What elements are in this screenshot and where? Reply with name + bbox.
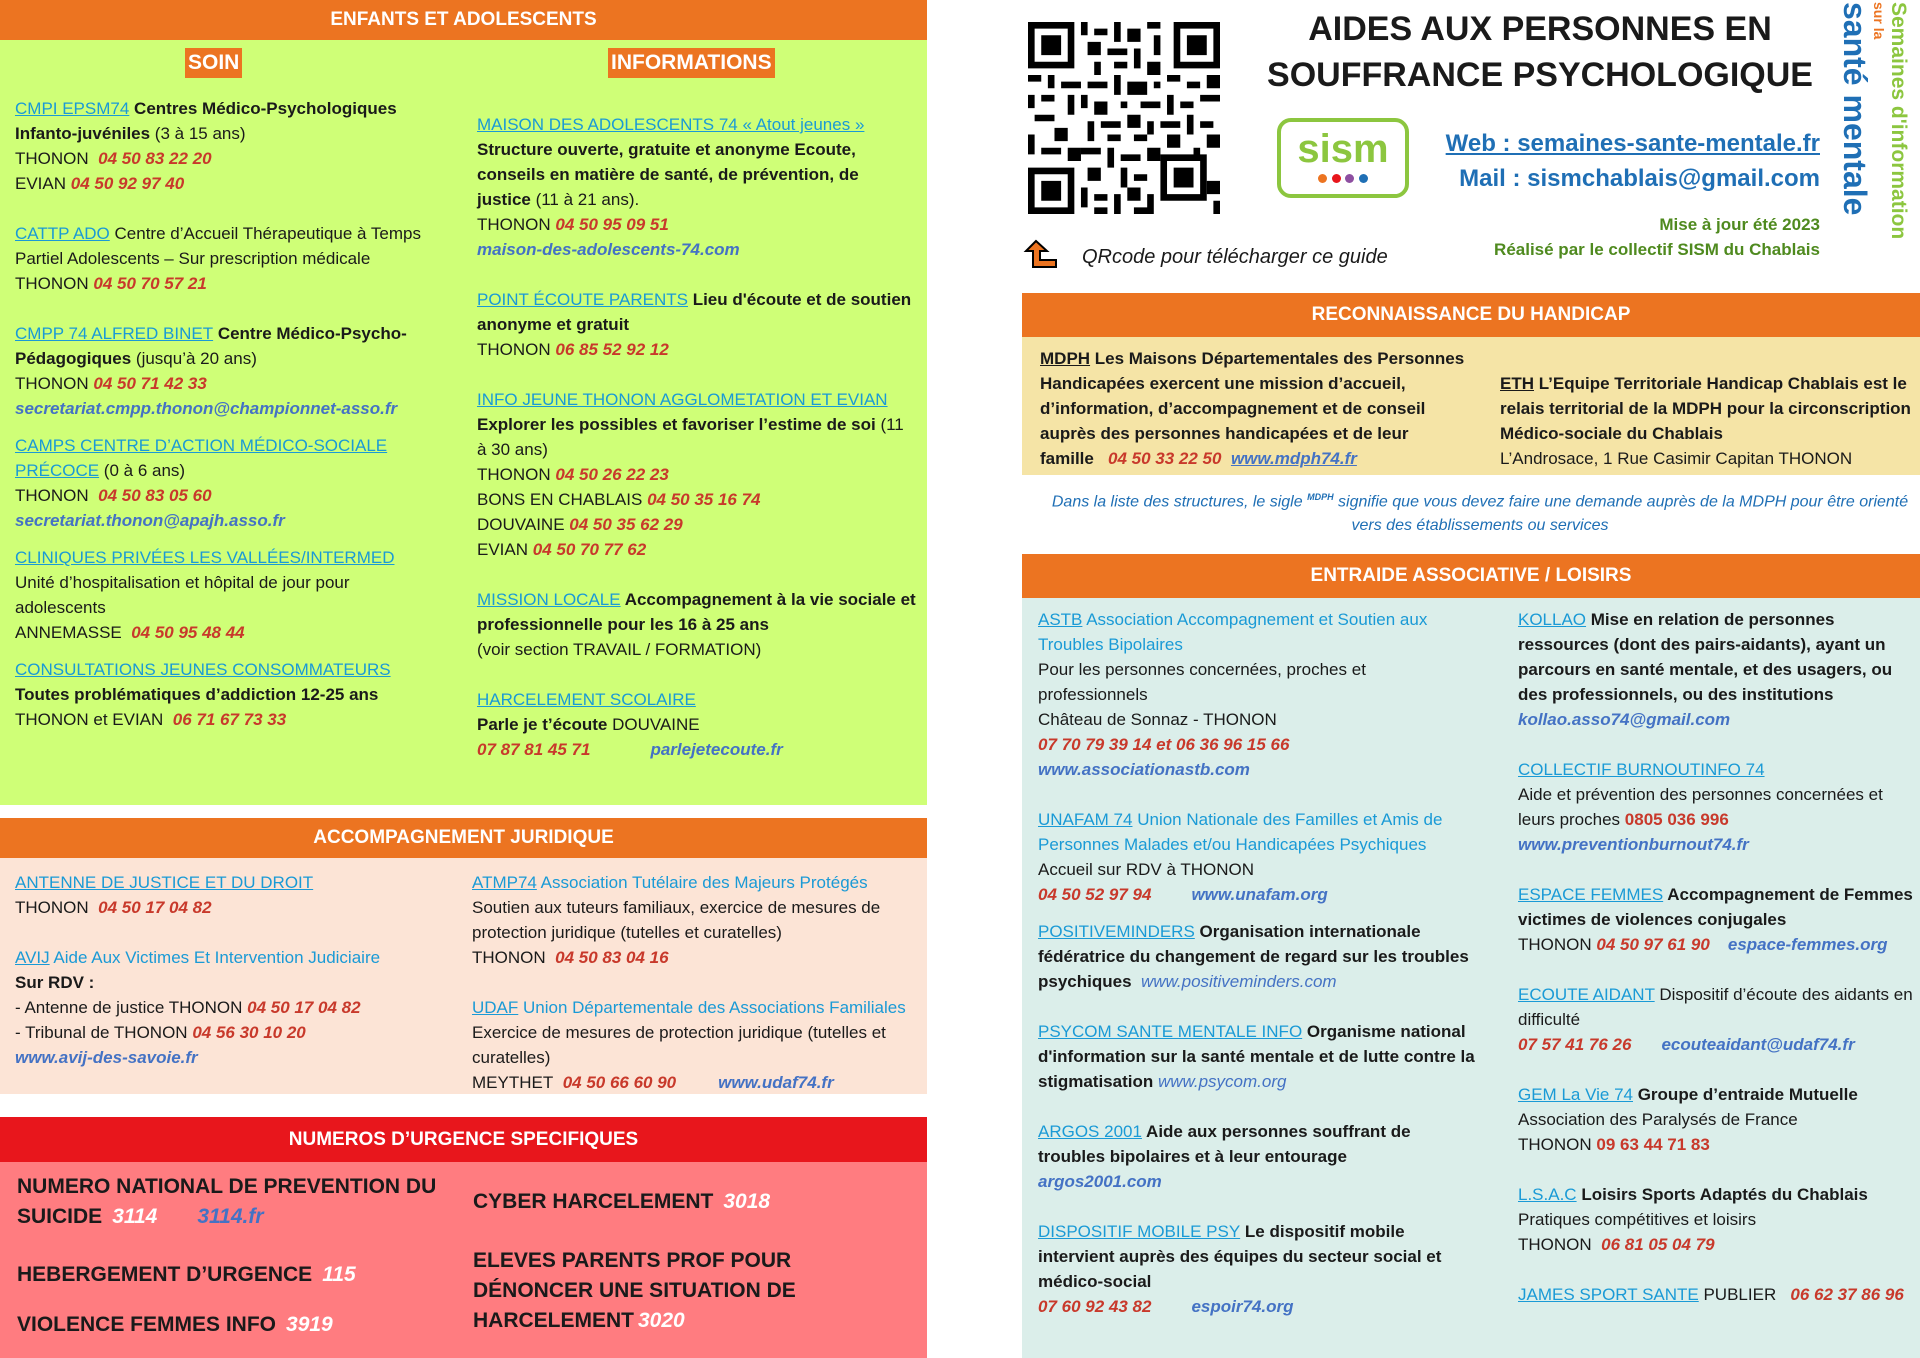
web-link[interactable]: www.psycom.org <box>1157 1072 1287 1091</box>
org-link[interactable]: UNAFAM 74 <box>1038 810 1133 829</box>
org-link[interactable]: ASTB <box>1038 610 1083 629</box>
handicap-section-header: RECONNAISSANCE DU HANDICAP <box>1022 293 1920 337</box>
org-link[interactable]: DISPOSITIF MOBILE PSY <box>1038 1222 1241 1241</box>
web-link[interactable]: www.avij-des-savoie.fr <box>15 1048 198 1067</box>
org-link[interactable]: ESPACE FEMMES <box>1518 885 1664 904</box>
city: EVIAN <box>15 174 67 193</box>
entry-ecoute-aidant <box>1518 982 1918 1057</box>
note-text: signifie que vous devez faire une demande auprès de la MDPH pour être orienté vers des établissements ou services <box>1333 493 1909 535</box>
web-link[interactable]: www.udaf74.fr <box>718 1073 834 1092</box>
email-link[interactable]: ecouteaidant@udaf74.fr <box>1661 1035 1855 1054</box>
mdph-note <box>1040 485 1920 538</box>
vertical-branding <box>1800 2 1910 260</box>
vertical-text: la <box>1871 27 1887 40</box>
urgent-cyber <box>473 1187 770 1217</box>
web-link[interactable]: espoir74.org <box>1191 1297 1294 1316</box>
note-text: Dans la liste des structures, le sigle <box>1051 493 1308 511</box>
phone[interactable]: 09 63 44 71 83 <box>1596 1135 1710 1154</box>
phone[interactable]: 07 87 81 45 71 <box>477 740 591 759</box>
org-link[interactable]: CMPI EPSM74 <box>15 99 130 118</box>
entry-desc: Le dispositif mobile intervient auprès des équipes du secteur social et médico-social <box>1038 1222 1442 1291</box>
entraide-right <box>1518 607 1918 1307</box>
entry-desc: Organisation internationale fédératrice du changement de regard sur les troubles psychiques <box>1038 922 1469 991</box>
phone[interactable]: 04 50 97 61 90 <box>1596 935 1710 954</box>
phone[interactable]: 04 50 17 04 82 <box>98 898 212 917</box>
web-link[interactable]: www.positiveminders.com <box>1141 972 1337 991</box>
web-link[interactable]: www.associationastb.com <box>1038 760 1250 779</box>
org-link[interactable]: ATMP74 <box>472 873 537 892</box>
org-link[interactable]: CAMPS CENTRE D’ACTION MÉDICO-SOCIALE PRÉCOCE <box>15 436 388 480</box>
legal-section <box>0 858 927 1094</box>
entry-cmpi <box>15 96 435 196</box>
entry-avij <box>15 945 455 1070</box>
phone[interactable]: 04 50 71 42 33 <box>93 374 207 393</box>
phone[interactable]: 04 50 83 04 16 <box>555 948 669 967</box>
city: THONON <box>477 340 551 359</box>
org-link[interactable]: COLLECTIF BURNOUTINFO 74 <box>1518 760 1765 779</box>
entry-antenne <box>15 870 455 920</box>
phone[interactable]: 07 60 92 43 82 <box>1038 1297 1152 1316</box>
page-title <box>1250 6 1830 98</box>
city: THONON <box>15 898 89 917</box>
phone[interactable]: 04 50 33 22 50 <box>1108 449 1222 468</box>
entry-desc: Toutes problématiques d’addiction 12-25 ans <box>15 685 379 704</box>
city: THONON et EVIAN <box>15 710 164 729</box>
entry-desc: Exercice de mesures de protection juridique (tutelles et curatelles) <box>472 1023 886 1067</box>
phone[interactable]: 04 50 35 62 29 <box>569 515 683 534</box>
phone[interactable]: 04 50 95 48 44 <box>131 623 245 642</box>
entry-dispositif-mobile <box>1038 1219 1478 1319</box>
city: THONON <box>1518 1235 1592 1254</box>
entry-cattp <box>15 221 435 296</box>
email-link[interactable]: kollao.asso74@gmail.com <box>1518 710 1731 729</box>
org-link[interactable]: ECOUTE AIDANT <box>1518 985 1655 1004</box>
contact-block <box>1420 126 1820 196</box>
phone[interactable]: 04 56 30 10 20 <box>192 1023 306 1042</box>
entry-desc: (voir section TRAVAIL / FORMATION) <box>477 640 762 659</box>
entry-desc: Unité d’hospitalisation et hôpital de jour pour adolescents <box>15 573 350 617</box>
org-link[interactable]: PSYCOM SANTE MENTALE INFO <box>1038 1022 1303 1041</box>
city: Château de Sonnaz - THONON <box>1038 710 1277 729</box>
credits-block <box>1420 212 1820 262</box>
org-link[interactable]: ANTENNE DE JUSTICE ET DU DROIT <box>15 873 314 892</box>
qr-code-icon[interactable] <box>1028 22 1220 214</box>
entry-desc: Lieu d'écoute et de soutien anonyme et gratuit <box>477 290 912 334</box>
org-link[interactable]: INFO JEUNE THONON AGGLOMETATION ET EVIAN <box>477 390 888 409</box>
phone[interactable]: 04 50 35 16 74 <box>647 490 761 509</box>
email-link[interactable]: secretariat.thonon@apajh.asso.fr <box>15 511 285 530</box>
entry-desc: Explorer les possibles et favoriser l’estime de soi <box>477 415 876 434</box>
web-link[interactable]: maison-des-adolescents-74.com <box>477 240 740 259</box>
entry-astb <box>1038 607 1478 782</box>
org-link[interactable]: JAMES SPORT SANTE <box>1518 1285 1699 1304</box>
entry-desc: Structure ouverte, gratuite et anonyme Ecoute, conseils en matière de santé, de prévention, de justice <box>477 140 859 209</box>
children-section <box>0 40 927 805</box>
sism-logo <box>1277 118 1409 198</box>
entry-desc: Groupe d’entraide Mutuelle <box>1632 1085 1858 1104</box>
phone[interactable]: 04 50 70 57 21 <box>93 274 207 293</box>
phone[interactable]: 04 50 83 22 20 <box>98 149 212 168</box>
entry-desc: Sur RDV : <box>15 973 95 992</box>
org-link[interactable]: KOLLAO <box>1518 610 1587 629</box>
web-link[interactable]: 3114.fr <box>197 1205 264 1228</box>
entry-desc: (11 à 21 ans). <box>530 190 640 209</box>
city: BONS EN CHABLAIS <box>477 490 643 509</box>
phone[interactable]: 04 50 17 04 82 <box>247 998 361 1017</box>
entry-desc: Pour les personnes concernées, proches et professionnels <box>1038 660 1366 704</box>
entry-desc: Accompagnement de Femmes victimes de violences conjugales <box>1518 885 1913 929</box>
credits: Réalisé par le collectif SISM du Chablais <box>1494 240 1820 259</box>
note-sup: MDPH <box>1307 492 1334 502</box>
info-column <box>477 112 917 762</box>
entry-mission-locale <box>477 587 917 662</box>
urgent-heberg <box>17 1260 356 1290</box>
urgent-number[interactable]: 3018 <box>723 1190 771 1213</box>
city: MEYTHET <box>472 1073 554 1092</box>
entry-lsac <box>1518 1182 1918 1257</box>
soin-heading: SOIN <box>185 48 242 78</box>
entry-desc: (3 à 15 ans) <box>150 124 246 143</box>
entry-desc: Pratiques compétitives et loisirs <box>1518 1210 1757 1229</box>
entry-mdph <box>1040 346 1465 471</box>
urgent-eleves <box>473 1246 913 1336</box>
urgent-violence <box>17 1310 333 1340</box>
phone[interactable]: 0805 036 996 <box>1624 810 1729 829</box>
web-link[interactable]: parlejetecoute.fr <box>650 740 783 759</box>
phone[interactable]: 07 57 41 76 26 <box>1518 1035 1632 1054</box>
phone[interactable]: 06 71 67 73 33 <box>172 710 287 729</box>
entraide-section-header: ENTRAIDE ASSOCIATIVE / LOISIRS <box>1022 554 1920 598</box>
phone[interactable]: 06 85 52 92 12 <box>555 340 669 359</box>
entry-desc: Organisme national d'information sur la santé mentale et de lutte contre la stigmatisation <box>1038 1022 1475 1091</box>
entry-desc: (0 à 6 ans) <box>99 461 186 480</box>
entry-espace-femmes <box>1518 882 1918 957</box>
org-link[interactable]: POSITIVEMINDERS <box>1038 922 1195 941</box>
email-link[interactable]: Mail : sismchablais@gmail.com <box>1459 165 1820 192</box>
phone[interactable]: 04 50 66 60 90 <box>562 1073 677 1092</box>
web-link[interactable]: espace-femmes.org <box>1727 935 1888 954</box>
phone[interactable]: 04 50 26 22 23 <box>555 465 669 484</box>
soin-column <box>15 96 435 732</box>
entry-desc: DOUVAINE <box>607 715 700 734</box>
city: THONON <box>1518 1135 1592 1154</box>
vertical-small <box>1872 2 1886 260</box>
phone[interactable]: 06 81 05 04 79 <box>1601 1235 1715 1254</box>
city: - Antenne de justice THONON <box>15 998 243 1017</box>
legal-section-header: ACCOMPAGNEMENT JURIDIQUE <box>0 818 927 858</box>
city: THONON <box>15 149 89 168</box>
web-link[interactable]: argos2001.com <box>1038 1172 1162 1191</box>
city: THONON <box>15 486 89 505</box>
entry-cliniques <box>15 545 435 645</box>
entry-camps <box>15 433 435 533</box>
urgent-label: ELEVES PARENTS PROF POUR DÉNONCER UNE SITUATION DE HARCELEMENT <box>473 1249 796 1332</box>
web-link[interactable]: www.unafam.org <box>1191 885 1328 904</box>
urgent-number[interactable]: 115 <box>322 1263 356 1286</box>
entry-gem <box>1518 1082 1918 1157</box>
city: EVIAN <box>477 540 529 559</box>
logo-text: sism <box>1297 127 1389 171</box>
phone[interactable]: 07 70 79 39 14 et 06 36 96 15 66 <box>1038 735 1290 754</box>
phone[interactable]: 04 50 92 97 40 <box>70 174 185 193</box>
entry-desc: PUBLIER <box>1698 1285 1777 1304</box>
entry-mda <box>477 112 917 262</box>
entry-harcelement <box>477 687 917 762</box>
entry-udaf <box>472 995 920 1095</box>
phone[interactable]: 04 50 83 05 60 <box>98 486 212 505</box>
vertical-text: santé mentale <box>1837 2 1873 216</box>
web-link[interactable]: www.mdph74.fr <box>1230 449 1357 468</box>
entry-desc: Centre Médico-Psycho-Pédagogiques <box>15 324 407 368</box>
urgent-number[interactable]: 3020 <box>638 1309 685 1332</box>
entry-argos <box>1038 1119 1478 1194</box>
phone[interactable]: 04 50 52 97 94 <box>1038 885 1152 904</box>
phone[interactable]: 04 50 95 09 51 <box>555 215 669 234</box>
org-link[interactable]: L.S.A.C <box>1518 1185 1577 1204</box>
entry-eth <box>1500 371 1920 471</box>
urgent-label: CYBER HARCELEMENT <box>473 1190 714 1213</box>
update-date: Mise à jour été 2023 <box>1659 215 1820 234</box>
entry-pep <box>477 287 917 362</box>
entry-desc: Centre d’Accueil Thérapeutique à Temps Partiel Adolescents – Sur prescription médicale <box>15 224 422 268</box>
entry-burnout <box>1518 757 1918 857</box>
entry-kollao <box>1518 607 1918 732</box>
arrow-up-left-icon <box>1022 237 1060 273</box>
org-link[interactable]: CATTP ADO <box>15 224 110 243</box>
info-heading: INFORMATIONS <box>608 48 775 78</box>
city: THONON <box>15 274 89 293</box>
entry-desc: Mise en relation de personnes ressources (dont des pairs-aidants), ayant un parcours en santé mentale, et des usagers, ou des professionnels, ou des institutions <box>1518 610 1893 704</box>
city: THONON <box>15 374 89 393</box>
org-link[interactable]: MISSION LOCALE <box>477 590 621 609</box>
title-line: AIDES AUX PERSONNES EN <box>1308 10 1772 48</box>
entry-psycom <box>1038 1019 1478 1094</box>
entry-desc: L’Equipe Territoriale Handicap Chablais est le relais territorial de la MDPH pour la circonscription Médico-sociale du Chablais <box>1500 374 1911 443</box>
org-link[interactable]: UDAF <box>472 998 519 1017</box>
org-name: Union Départementale des Associations Familiales <box>518 998 906 1017</box>
title-line: SOUFFRANCE PSYCHOLOGIQUE <box>1267 56 1813 94</box>
city: THONON <box>472 948 546 967</box>
entry-info-jeune <box>477 387 917 562</box>
entry-desc: Loisirs Sports Adaptés du Chablais <box>1576 1185 1868 1204</box>
org-name: Aide Aux Victimes Et Intervention Judiciaire <box>49 948 381 967</box>
org-link[interactable]: CONSULTATIONS JEUNES CONSOMMATEURS <box>15 660 391 679</box>
city: THONON <box>477 465 551 484</box>
city: - Tribunal de THONON <box>15 1023 188 1042</box>
org-link[interactable]: POINT ÉCOUTE PARENTS <box>477 290 688 309</box>
entry-positiveminders <box>1038 919 1478 994</box>
city: DOUVAINE <box>477 515 565 534</box>
legal-right <box>472 870 920 1095</box>
org-name: Union Nationale des Familles et Amis de Personnes Malades et/ou Handicapées Psychiques <box>1038 810 1443 854</box>
entry-desc: Centres Médico-Psychologiques Infanto-juvéniles <box>15 99 397 143</box>
entry-desc: Soutien aux tuteurs familiaux, exercice de mesures de protection juridique (tutelles et curatelles) <box>472 898 881 942</box>
legal-left <box>15 870 455 1070</box>
city: THONON <box>477 215 551 234</box>
vertical-text: Semaines d'information <box>1887 2 1910 240</box>
entry-desc: (11 à 30 ans) <box>477 415 904 459</box>
org-link[interactable]: ETH <box>1500 374 1534 393</box>
phone[interactable]: 04 50 70 77 62 <box>532 540 647 559</box>
urgent-label: NUMERO NATIONAL DE PREVENTION DU SUICIDE <box>17 1175 437 1228</box>
web-link[interactable]: Web : semaines-sante-mentale.fr <box>1445 130 1820 157</box>
entraide-left <box>1038 607 1478 1319</box>
entry-desc: (jusqu’à 20 ans) <box>131 349 257 368</box>
city: THONON <box>1518 935 1592 954</box>
entry-desc: Aide aux personnes souffrant de troubles bipolaires et à leur entourage <box>1038 1122 1411 1166</box>
entry-unafam <box>1038 807 1478 907</box>
org-link[interactable]: AVIJ <box>15 948 50 967</box>
vertical-text: sur <box>1871 2 1887 24</box>
org-name: Association Accompagnement et Soutien aux Troubles Bipolaires <box>1038 610 1428 654</box>
entry-desc: Accueil sur RDV à THONON <box>1038 860 1255 879</box>
entry-desc: Aide et prévention des personnes concernées et leurs proches <box>1518 785 1883 829</box>
org-link[interactable]: MAISON DES ADOLESCENTS 74 « Atout jeunes » <box>477 115 865 134</box>
org-link[interactable]: HARCELEMENT SCOLAIRE <box>477 690 696 709</box>
email-link[interactable]: secretariat.cmpp.thonon@championnet-asso.fr <box>15 399 398 418</box>
entry-desc: Les Maisons Départementales des Personnes Handicapées exercent une mission d’accueil, d’information, d’accompagnement et de conseil auprès des personnes handicapées et de leur famille <box>1040 349 1465 468</box>
org-link[interactable]: CMPP 74 ALFRED BINET <box>15 324 214 343</box>
logo-dots <box>1281 172 1405 184</box>
entry-james <box>1518 1282 1918 1307</box>
web-link[interactable]: www.preventionburnout74.fr <box>1518 835 1749 854</box>
org-link[interactable]: ARGOS 2001 <box>1038 1122 1142 1141</box>
phone[interactable]: 06 62 37 86 96 <box>1790 1285 1904 1304</box>
urgent-section <box>0 1162 927 1358</box>
urgent-label: VIOLENCE FEMMES INFO <box>17 1313 277 1336</box>
entry-cjc <box>15 657 435 732</box>
entry-desc: Accompagnement à la vie sociale et professionnelle pour les 16 à 25 ans <box>477 590 916 634</box>
urgent-number[interactable]: 3919 <box>286 1313 333 1336</box>
entry-desc: Parle je t’écoute <box>477 715 608 734</box>
entry-desc: Association des Paralysés de France <box>1518 1110 1798 1129</box>
urgent-section-header: NUMEROS D’URGENCE SPECIFIQUES <box>0 1117 927 1162</box>
city: ANNEMASSE <box>15 623 122 642</box>
org-name: Association Tutélaire des Majeurs Protégés <box>536 873 868 892</box>
org-link[interactable]: MDPH <box>1040 349 1091 368</box>
entry-atmp <box>472 870 920 970</box>
children-section-header: ENFANTS ET ADOLESCENTS <box>0 0 927 40</box>
urgent-number[interactable]: 3114 <box>112 1205 158 1228</box>
org-link[interactable]: GEM La Vie 74 <box>1518 1085 1633 1104</box>
urgent-label: HEBERGEMENT D’URGENCE <box>17 1263 313 1286</box>
urgent-suicide <box>17 1172 447 1232</box>
qr-caption: QRcode pour télécharger ce guide <box>1082 246 1388 268</box>
entry-desc: Dispositif d’écoute des aidants en difficulté <box>1518 985 1913 1029</box>
org-link[interactable]: CLINIQUES PRIVÉES LES VALLÉES/INTERMED <box>15 548 395 567</box>
entry-cmpp <box>15 321 435 421</box>
address: L’Androsace, 1 Rue Casimir Capitan THONON <box>1500 449 1853 468</box>
